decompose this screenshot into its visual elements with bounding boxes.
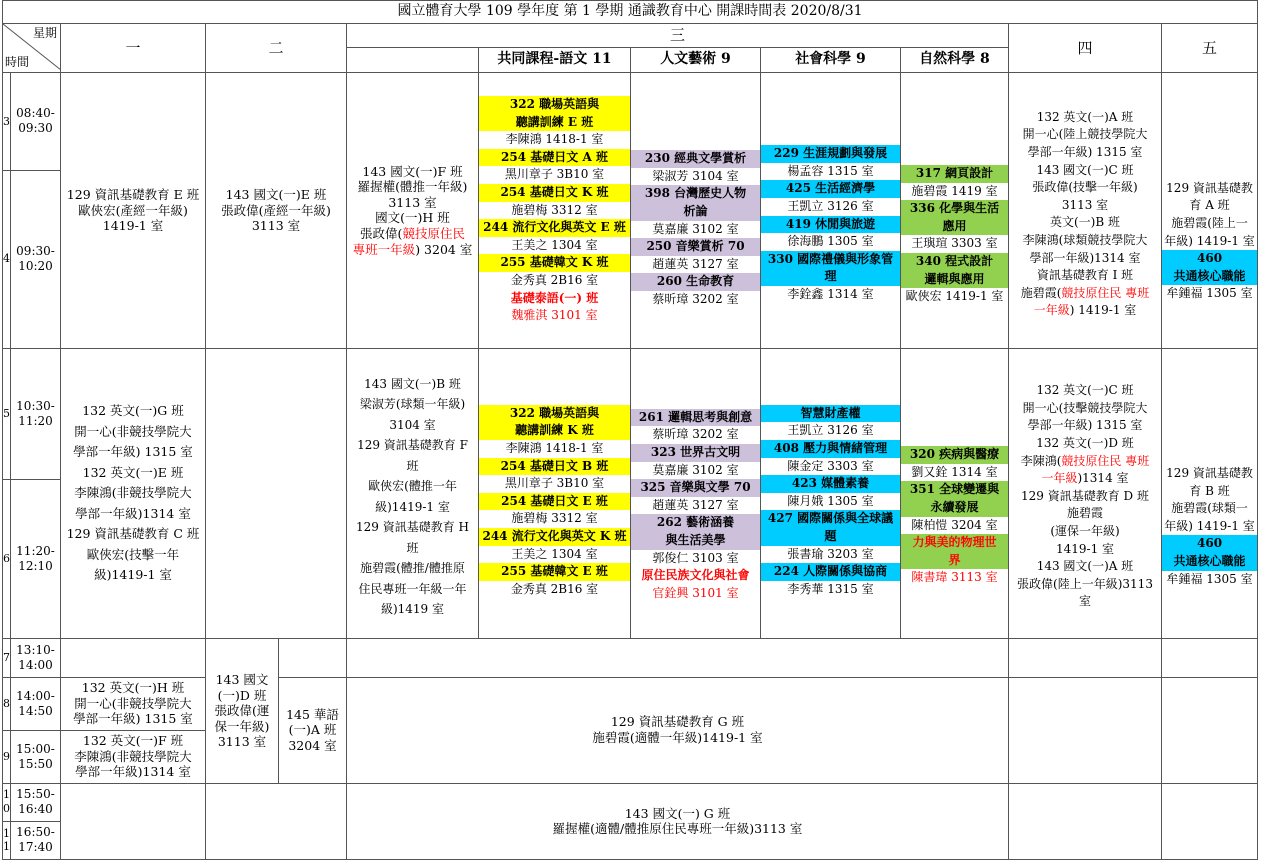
day-header-mon: 一 (61, 24, 206, 73)
course-line: 255 基礎韓文 E 班 (479, 563, 630, 581)
fri-morning-cell (1162, 73, 1258, 349)
course-line: 牟鍾福 1305 室 (1166, 286, 1253, 301)
wed-morning-arts-cell (631, 73, 761, 349)
course-line: 牟鍾福 1305 室 (1166, 571, 1253, 586)
period-time: 15:00- 15:50 (11, 730, 61, 783)
course-line: 254 基礎日文 E 班 (479, 493, 630, 511)
course-line: 一年級) 1419-1 室 (1033, 303, 1137, 318)
wed-late-arts-cell (631, 348, 761, 639)
course-line: 王美之 1304 室 (511, 546, 598, 561)
course-line: 325 音樂與文學 70 (631, 479, 760, 497)
timetable (2, 0, 1258, 860)
course-line: 250 音樂賞析 70 (631, 238, 760, 256)
course-line: 143 國文(一)C 班 (1036, 162, 1134, 177)
course-line: 徐海鵬 1305 室 (787, 234, 874, 249)
course-line: 王美之 1304 室 (511, 237, 598, 252)
course-line: 張書瑜 3203 室 (787, 546, 874, 561)
period-number: 7 (3, 639, 11, 677)
course-line: (運保一年級) (1050, 523, 1120, 538)
course-line: 智慧財產權 (761, 405, 900, 423)
course-line: 永續發展 (901, 499, 1008, 517)
course-line: 金秀真 2B16 室 (510, 273, 599, 288)
period-time: 09:30- 10:20 (11, 170, 61, 348)
course-line: 132 英文(一)C 班 (1036, 383, 1134, 398)
text-line: 129 資訊基礎教育 F (357, 438, 468, 453)
wed-period7-cell (347, 639, 1009, 677)
course-line: 336 化學與生活 (901, 200, 1008, 218)
course-line: 132 英文(一)D 班 (1036, 436, 1134, 451)
course-line: 學部一年級) 1315 室 (1027, 145, 1143, 160)
course-line: 陳書瑋 3113 室 (911, 570, 998, 585)
course-line: 322 職場英語與 (479, 405, 630, 423)
tue-afternoon-cell-b: 145 華語 (一)A 班 3204 室 (279, 677, 347, 783)
course-line: 322 職場英語與 (479, 96, 630, 114)
course-line: 425 生活經濟學 (761, 180, 900, 198)
text-line: 班 (406, 540, 419, 555)
course-line: 力與美的物理世 (901, 534, 1008, 552)
course-line: 金秀真 2B16 室 (510, 581, 599, 596)
course-line: 趙蓮英 3127 室 (652, 497, 739, 512)
course-line: 理 (761, 268, 900, 286)
day-header-thu: 四 (1009, 24, 1162, 73)
course-line: 陳月娥 1305 室 (787, 493, 874, 508)
mon-late-morning-cell (61, 348, 206, 639)
course-line: 129 資訊基礎教 (1166, 180, 1253, 195)
course-line: 官銓興 3101 室 (652, 585, 739, 600)
period-number: 3 (3, 73, 11, 171)
tue-evening-cell (206, 783, 347, 859)
text-line: 級)1419 室 (380, 602, 445, 617)
course-line: 蔡昕璋 3202 室 (652, 427, 739, 442)
mon-period7-cell (61, 639, 206, 677)
day-header-fri: 五 (1162, 24, 1258, 73)
course-line: 聽講訓練 K 班 (479, 422, 630, 440)
course-line: 423 媒體素養 (761, 475, 900, 493)
course-line: 一年級)1314 室 (1041, 471, 1129, 486)
tue-late-morning-cell (206, 348, 347, 639)
course-line: 張政偉(技擊一年級) (1032, 180, 1138, 195)
course-line: 129 資訊基礎教育 D 班 (1021, 488, 1149, 503)
course-line: 244 流行文化與英文 K 班 (479, 528, 630, 546)
period-number: 5 (3, 348, 11, 480)
wed-evening-cell: 143 國文(一) G 班 羅握權(適體/體推原住民專班一年級)3113 室 (347, 783, 1009, 859)
course-line: 魏雅淇 3101 室 (511, 308, 598, 323)
course-line: 施碧霞 1419 室 (911, 183, 998, 198)
course-line: 開一心(陸上競技學院大 (1022, 127, 1148, 142)
wed-morning-science-cell (901, 73, 1009, 349)
wed-morning-main-cell: 143 國文(一)F 班 羅握權(體推一年級) 3113 室 國文(一)H 班 張政偉(競技原住民 專班一年級) 3204 室 (347, 73, 479, 349)
page-title: 國立體育大學 109 學年度 第 1 學期 通識教育中心 開課時間表 2020/8/31 (3, 1, 1258, 24)
course-line: 應用 (901, 218, 1008, 236)
course-line: 趙蓮英 3127 室 (652, 256, 739, 271)
thu-late-morning-cell (1009, 348, 1162, 639)
period-time: 10:30- 11:20 (11, 348, 61, 480)
course-line: 340 程式設計 (901, 253, 1008, 271)
wed-afternoon-cell: 129 資訊基礎教育 G 班 施碧霞(適體一年級)1419-1 室 (347, 677, 1009, 783)
course-line: 255 基礎韓文 K 班 (479, 254, 630, 272)
course-line: 年級) 1419-1 室 (1164, 518, 1255, 533)
mon-morning-cell: 129 資訊基礎教育 E 班 歐俠宏(產經一年級) 1419-1 室 (61, 73, 206, 349)
text-line: 李陳鴻(非競技學院大 (74, 485, 192, 501)
text-line: 級)1419-1 室 (94, 567, 172, 583)
course-line: 230 經典文學賞析 (631, 150, 760, 168)
course-line: 施碧霞(競技原住民 專班 (1020, 285, 1150, 300)
course-line: 施碧霞 (1066, 506, 1103, 521)
course-line: 共通核心職能 (1162, 553, 1257, 571)
text-line: 施碧霞(體推/體推原 (360, 561, 465, 576)
course-line: 開一心(技擊競技學院大 (1022, 400, 1148, 415)
mon-period9-cell: 132 英文(一)F 班 李陳鴻(非競技學院大 學部一年級)1314 室 (61, 730, 206, 783)
course-line: 李陳鴻(球類競技學院大 (1022, 233, 1148, 248)
course-line: 254 基礎日文 A 班 (479, 149, 630, 167)
text-line: 住民專班一年級一年 (358, 581, 467, 596)
wed-blank-subheader (347, 47, 479, 72)
text-line: 梁淑芳(球類一年級) (359, 397, 466, 412)
course-line: 育 B 班 (1189, 483, 1230, 498)
course-line: 419 休閒與旅遊 (761, 216, 900, 234)
period-number: 6 (3, 480, 11, 639)
course-line: 共通核心職能 (1162, 268, 1257, 286)
course-line: 398 台灣歷史人物 (631, 185, 760, 203)
fri-period7-cell (1162, 639, 1258, 677)
period-number: 4 (3, 170, 11, 348)
tue-morning-cell: 143 國文(一)E 班 張政偉(產經一年級) 3113 室 (206, 73, 347, 349)
course-line: 莫嘉廉 3102 室 (652, 462, 739, 477)
course-line: 與生活美學 (631, 532, 760, 550)
course-line: 王凱立 3126 室 (787, 423, 874, 438)
course-line: 施碧霞(球類一 (1171, 501, 1248, 516)
course-line: 歐俠宏 1419-1 室 (905, 289, 1004, 304)
wed-late-main-cell (347, 348, 479, 639)
text-line: 班 (406, 458, 419, 473)
course-line: 132 英文(一)A 班 (1036, 109, 1134, 124)
group-header-social: 社會科學 9 (761, 47, 901, 72)
course-line: 李陳鴻 1418-1 室 (505, 132, 604, 147)
course-line: 陳金定 3303 室 (787, 458, 874, 473)
course-line: 王璵瑄 3303 室 (911, 236, 998, 251)
period-number: 8 (3, 677, 11, 730)
wed-late-social-cell (761, 348, 901, 639)
course-line: 黑川章子 3B10 室 (504, 167, 605, 182)
period-time: 14:00- 14:50 (11, 677, 61, 730)
text-line: 開一心(非競技學院大 (74, 423, 192, 439)
period-time: 11:20- 12:10 (11, 480, 61, 639)
course-line: 224 人際關係與協商 (761, 563, 900, 581)
course-line: 張政偉(陸上一年級)3113 (1017, 576, 1153, 591)
period-time: 15:50- 16:40 (11, 783, 61, 821)
course-line: 聽講訓練 E 班 (479, 114, 630, 132)
course-line: 施碧霞(陸上一 (1171, 216, 1248, 231)
course-line: 基礎泰語(一) 班 (510, 290, 599, 305)
course-line: 李銓鑫 1314 室 (787, 287, 874, 302)
fri-evening-cell (1162, 783, 1258, 859)
tue-period7-cell-b (279, 639, 347, 677)
text-line: 3104 室 (389, 417, 436, 432)
wed-morning-social-cell (761, 73, 901, 349)
course-line: 李秀華 1315 室 (787, 581, 874, 596)
wed-late-language-cell (479, 348, 631, 639)
group-header-language: 共同課程-語文 11 (479, 47, 631, 72)
period-number: 1 0 (3, 783, 11, 821)
course-line: 351 全球變遷與 (901, 481, 1008, 499)
course-line: 李陳鴻(競技原住民 專班 (1020, 453, 1150, 468)
text-line: 129 資訊基礎教育 C 班 (66, 526, 200, 542)
course-line: 427 國際關係與全球議 (761, 510, 900, 528)
tue-afternoon-cell-a: 143 國文 (一)D 班 張政偉(運 保一年級) 3113 室 (206, 639, 279, 783)
course-line: 260 生命教育 (631, 273, 760, 291)
course-line: 施碧梅 3312 室 (511, 202, 598, 217)
group-header-arts: 人文藝術 9 (631, 47, 761, 72)
course-line: 254 基礎日文 K 班 (479, 184, 630, 202)
group-header-science: 自然科學 8 (901, 47, 1009, 72)
corner-time-label: 時間 (5, 55, 30, 70)
course-line: 323 世界古文明 (631, 444, 760, 462)
text-line: 歐俠宏(體推一年 (368, 479, 457, 494)
course-line: 原住民族文化與社會 (641, 568, 750, 583)
course-line: 229 生涯規劃與發展 (761, 145, 900, 163)
text-line: 歐俠宏(技擊一年 (86, 546, 180, 562)
fri-late-morning-cell (1162, 348, 1258, 639)
course-line: 郭俊仁 3103 室 (652, 550, 739, 565)
course-line: 學部一年級) 1315 室 (1027, 418, 1143, 433)
course-line: 3113 室 (1061, 197, 1109, 212)
course-line: 460 (1162, 250, 1257, 268)
course-line: 界 (901, 552, 1008, 570)
course-line: 408 壓力與情緒管理 (761, 440, 900, 458)
text-line: 學部一年級)1314 室 (75, 505, 191, 521)
course-line: 320 疾病與醫療 (901, 446, 1008, 464)
period-number: 9 (3, 730, 11, 783)
course-line: 年級) 1419-1 室 (1164, 233, 1255, 248)
course-line: 施碧梅 3312 室 (511, 511, 598, 526)
course-line: 資訊基礎教育 I 班 (1036, 268, 1134, 283)
thu-period7-cell (1009, 639, 1162, 677)
course-line: 460 (1162, 535, 1257, 553)
fri-afternoon-cell (1162, 677, 1258, 783)
wed-late-science-cell (901, 348, 1009, 639)
period-time: 08:40- 09:30 (11, 73, 61, 171)
corner-header (3, 24, 61, 73)
course-line: 莫嘉廉 3102 室 (652, 221, 739, 236)
course-line: 梁淑芳 3104 室 (652, 168, 739, 183)
course-line: 蔡昕璋 3202 室 (652, 292, 739, 307)
day-header-tue: 二 (206, 24, 347, 73)
course-line: 陳柏愷 3204 室 (911, 517, 998, 532)
text-line: 級)1419-1 室 (375, 499, 450, 514)
period-number: 1 1 (3, 821, 11, 859)
course-line: 黑川章子 3B10 室 (504, 476, 605, 491)
timetable-page (2, 0, 1262, 861)
text-line: 143 國文(一)B 班 (364, 376, 461, 391)
course-line: 劉又銓 1314 室 (911, 464, 998, 479)
corner-day-label: 星期 (32, 26, 57, 41)
thu-evening-cell (1009, 783, 1162, 859)
mon-period8-cell: 132 英文(一)H 班 開一心(非競技學院大 學部一年級) 1315 室 (61, 677, 206, 730)
course-line: 1419-1 室 (1055, 541, 1115, 556)
thu-morning-cell (1009, 73, 1162, 349)
text-line: 132 英文(一)G 班 (82, 403, 184, 419)
course-line: 析論 (631, 203, 760, 221)
course-line: 244 流行文化與英文 E 班 (479, 219, 630, 237)
mon-evening-cell (61, 783, 206, 859)
text-line: 129 資訊基礎教育 H (356, 520, 469, 535)
course-line: 254 基礎日文 B 班 (479, 458, 630, 476)
course-line: 李陳鴻 1418-1 室 (505, 441, 604, 456)
text-line: 學部一年級) 1315 室 (73, 444, 193, 460)
course-line: 261 邏輯思考與創意 (631, 409, 760, 427)
period-time: 16:50- 17:40 (11, 821, 61, 859)
course-line: 學部一年級)1314 室 (1029, 250, 1141, 265)
course-line: 楊孟容 1315 室 (787, 163, 874, 178)
course-line: 英文(一)B 班 (1050, 215, 1120, 230)
text-line: 132 英文(一)E 班 (82, 464, 184, 480)
course-line: 室 (1078, 594, 1091, 609)
course-line: 育 A 班 (1189, 198, 1230, 213)
course-line: 王凱立 3126 室 (787, 199, 874, 214)
period-time: 13:10- 14:00 (11, 639, 61, 677)
course-line: 129 資訊基礎教 (1166, 466, 1253, 481)
course-line: 邏輯與應用 (901, 271, 1008, 289)
wed-morning-language-cell (479, 73, 631, 349)
day-header-wed: 三 (347, 24, 1009, 47)
course-line: 143 國文(一)A 班 (1036, 559, 1134, 574)
course-line: 262 藝術涵養 (631, 514, 760, 532)
course-line: 330 國際禮儀與形象管 (761, 251, 900, 269)
thu-afternoon-cell (1009, 677, 1162, 783)
course-line: 題 (761, 528, 900, 546)
course-line: 317 網頁設計 (901, 165, 1008, 183)
